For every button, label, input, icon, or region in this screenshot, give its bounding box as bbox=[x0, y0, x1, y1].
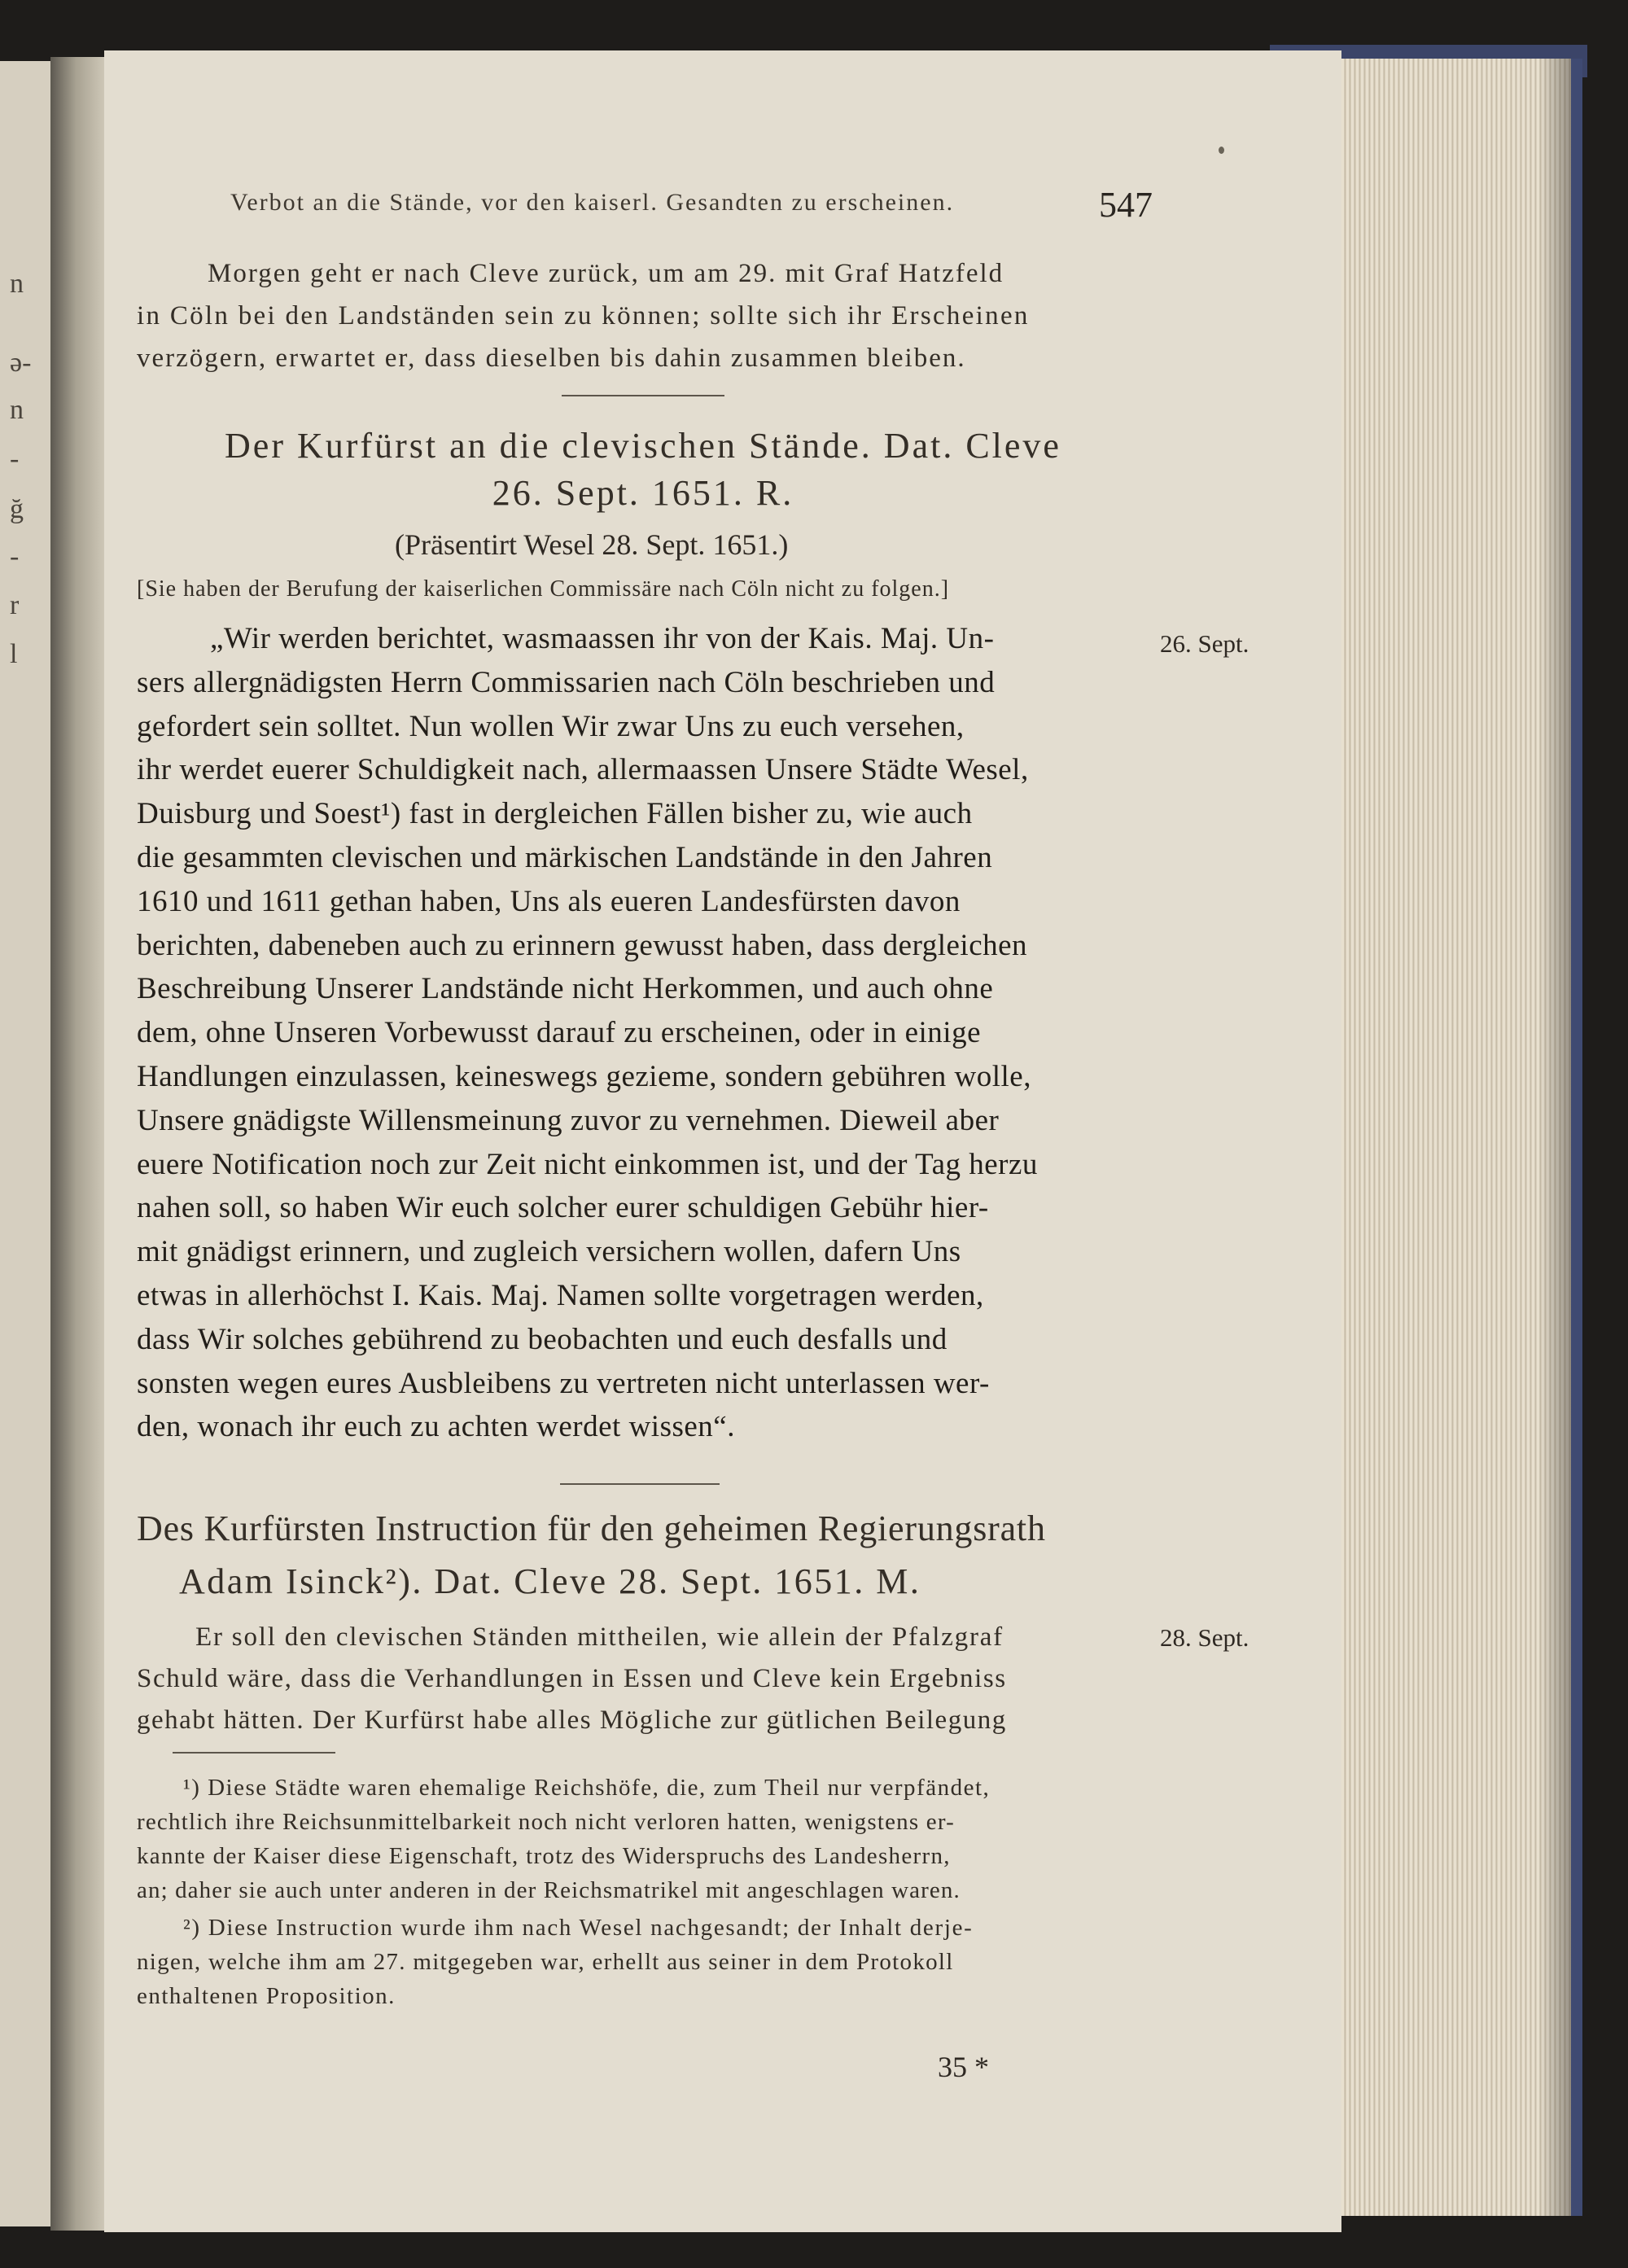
section-body-line: die gesammten clevischen und märkischen Landstände in den Jahren bbox=[137, 841, 993, 874]
left-page-fragment: ə- bbox=[10, 348, 32, 378]
left-page-fragment: r bbox=[10, 590, 20, 620]
intro-line: verzögern, erwartet er, dass dieselben bis dahin zusammen bleiben. bbox=[137, 344, 966, 373]
intro-line: Morgen geht er nach Cleve zurück, um am 29. mit Graf Hatzfeld bbox=[208, 259, 1004, 288]
section-summary: [Sie haben der Berufung der kaiserlichen Commissäre nach Cöln nicht zu folgen.] bbox=[137, 576, 950, 602]
section-heading: Der Kurfürst an die clevischen Stände. Dat. Cleve bbox=[225, 426, 1061, 466]
section-body-line: mit gnädigst erinnern, und zugleich versichern wollen, dafern Uns bbox=[137, 1235, 961, 1268]
section-body-line: gefordert sein solltet. Nun wollen Wir zwar Uns zu euch versehen, bbox=[137, 710, 965, 743]
left-page-edge bbox=[0, 61, 53, 2226]
section-body-line: etwas in allerhöchst I. Kais. Maj. Namen sollte vorgetragen werden, bbox=[137, 1279, 984, 1312]
section-body-line: Duisburg und Soest¹) fast in dergleichen Fällen bisher zu, wie auch bbox=[137, 797, 973, 830]
left-page-fragment: - bbox=[10, 541, 20, 571]
section-body-line: den, wonach ihr euch zu achten werdet wissen“. bbox=[137, 1410, 735, 1443]
section-body-line: gehabt hätten. Der Kurfürst habe alles Mögliche zur gütlichen Beilegung bbox=[137, 1705, 1007, 1735]
signature-mark: 35 * bbox=[938, 2051, 989, 2083]
section-body-line: euere Notification noch zur Zeit nicht einkommen ist, und der Tag herzu bbox=[137, 1148, 1038, 1181]
page-edges bbox=[1341, 59, 1582, 2216]
dust-speck bbox=[1219, 147, 1224, 154]
section-divider bbox=[562, 395, 724, 396]
margin-date: 28. Sept. bbox=[1160, 1623, 1249, 1652]
margin-date: 26. Sept. bbox=[1160, 629, 1249, 658]
section-body-line: nahen soll, so haben Wir euch solcher eurer schuldigen Gebühr hier- bbox=[137, 1191, 989, 1224]
section-body-line: Er soll den clevischen Ständen mittheilen, wie allein der Pfalzgraf bbox=[195, 1622, 1004, 1652]
section-heading: Des Kurfürsten Instruction für den geheimen Regierungsrath bbox=[137, 1508, 1046, 1548]
left-page-fragment: ğ bbox=[10, 494, 24, 524]
section-body-line: sonsten wegen eures Ausbleibens zu vertreten nicht unterlassen wer- bbox=[137, 1367, 990, 1400]
section-body-line: dem, ohne Unseren Vorbewusst darauf zu erscheinen, oder in einige bbox=[137, 1016, 982, 1049]
footnote-rule bbox=[173, 1752, 335, 1754]
section-divider bbox=[560, 1483, 720, 1485]
intro-line: in Cöln bei den Landständen sein zu können; sollte sich ihr Erscheinen bbox=[137, 301, 1030, 331]
left-page-fragment: n bbox=[10, 269, 24, 299]
footnote-line: enthaltenen Proposition. bbox=[137, 1983, 396, 2009]
section-body-line: ihr werdet euerer Schuldigkeit nach, allermaassen Unsere Städte Wesel, bbox=[137, 753, 1029, 786]
footnote-line: kannte der Kaiser diese Eigenschaft, trotz des Widerspruchs des Landesherrn, bbox=[137, 1843, 951, 1869]
right-page bbox=[104, 50, 1341, 2232]
section-body-line: berichten, dabeneben auch zu erinnern gewusst haben, dass dergleichen bbox=[137, 929, 1028, 962]
section-body-line: sers allergnädigsten Herrn Commissarien nach Cöln beschrieben und bbox=[137, 666, 996, 699]
footnote-line: rechtlich ihre Reichsunmittelbarkeit noch nicht verloren hatten, wenigstens er- bbox=[137, 1809, 955, 1835]
footnote-line: ¹) Diese Städte waren ehemalige Reichshöfe, die, zum Theil nur verpfändet, bbox=[183, 1775, 991, 1801]
running-head: Verbot an die Stände, vor den kaiserl. Gesandten zu erscheinen. bbox=[230, 189, 955, 216]
section-body-line: dass Wir solches gebührend zu beobachten und euch desfalls und bbox=[137, 1323, 947, 1356]
section-body-line: Unsere gnädigste Willensmeinung zuvor zu vernehmen. Dieweil aber bbox=[137, 1104, 1000, 1137]
section-body-line: „Wir werden berichtet, wasmaassen ihr von der Kais. Maj. Un- bbox=[210, 622, 995, 655]
book-gutter bbox=[50, 57, 107, 2231]
presentation-note: (Präsentirt Wesel 28. Sept. 1651.) bbox=[395, 528, 789, 561]
footnote-line: nigen, welche ihm am 27. mitgegeben war, erhellt aus seiner in dem Protokoll bbox=[137, 1949, 954, 1975]
footnote-line: ²) Diese Instruction wurde ihm nach Wesel nachgesandt; der Inhalt derje- bbox=[183, 1915, 974, 1941]
section-heading: 26. Sept. 1651. R. bbox=[492, 473, 794, 513]
section-body-line: 1610 und 1611 gethan haben, Uns als eueren Landesfürsten davon bbox=[137, 885, 961, 918]
section-body-line: Handlungen einzulassen, keineswegs gezieme, sondern gebühren wolle, bbox=[137, 1060, 1031, 1093]
footnote-line: an; daher sie auch unter anderen in der Reichsmatrikel mit angeschlagen waren. bbox=[137, 1877, 961, 1903]
page-number: 547 bbox=[1099, 185, 1153, 225]
section-heading: Adam Isinck²). Dat. Cleve 28. Sept. 1651. M. bbox=[179, 1561, 921, 1601]
left-page-fragment: n bbox=[10, 395, 24, 425]
section-body-line: Beschreibung Unserer Landstände nicht Herkommen, und auch ohne bbox=[137, 972, 994, 1005]
left-page-fragment: l bbox=[10, 639, 18, 669]
left-page-fragment: - bbox=[10, 444, 20, 474]
section-body-line: Schuld wäre, dass die Verhandlungen in Essen und Cleve kein Ergebniss bbox=[137, 1664, 1007, 1693]
